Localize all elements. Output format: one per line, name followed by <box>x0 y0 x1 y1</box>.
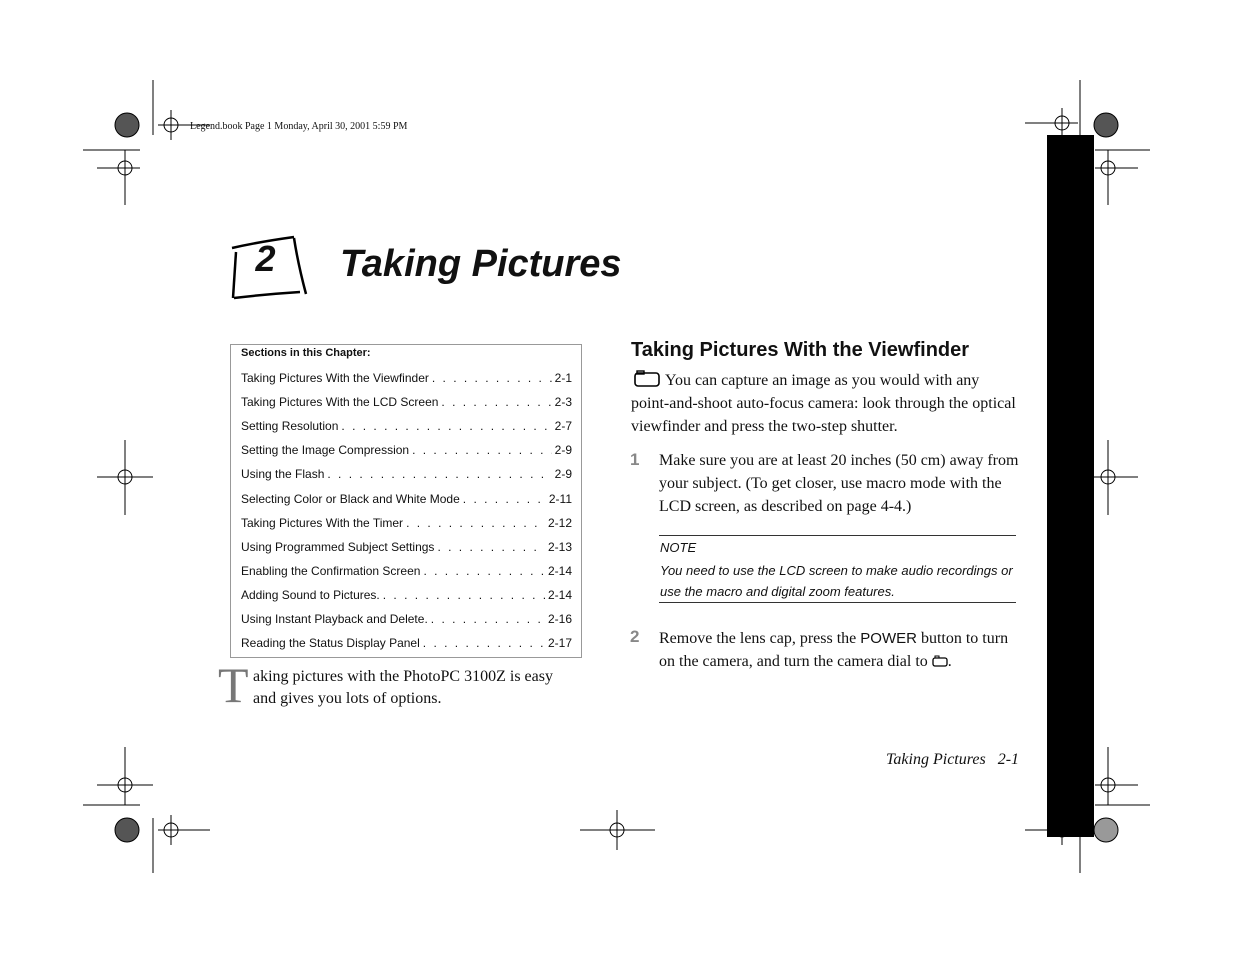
footer-page-number: 2-1 <box>997 751 1020 768</box>
step-text-end: . <box>947 653 952 670</box>
toc-item-label: Taking Pictures With the Viewfinder <box>241 371 429 385</box>
step-text-after: button to turn on the camera, and turn the camera dial to <box>659 630 1009 670</box>
toc-item <box>241 467 572 481</box>
toc-leader-dots <box>437 540 545 554</box>
toc-leader-dots <box>406 516 545 530</box>
toc-item-page: 2-16 <box>547 612 572 626</box>
page-footer <box>886 751 1019 769</box>
toc-item-label: Adding Sound to Pictures. <box>241 587 380 602</box>
chapter-title: Taking Pictures <box>340 243 622 285</box>
toc-item-label: Selecting Color or Black and White Mode <box>241 491 460 506</box>
step-number: 1 <box>630 450 640 469</box>
toc-item <box>241 419 572 433</box>
toc-item-page: 2-9 <box>554 443 572 458</box>
camera-mode-icon <box>932 655 948 667</box>
toc-item <box>241 636 572 650</box>
toc-item-page: 2-17 <box>547 636 572 651</box>
toc-leader-dots <box>423 636 545 650</box>
toc-item-label: Taking Pictures With the LCD Screen <box>241 395 439 410</box>
toc-item <box>241 492 572 506</box>
toc-leader-dots <box>327 467 551 481</box>
toc-item-label: Using Programmed Subject Settings <box>241 539 435 554</box>
note-rule-bottom <box>659 602 1016 603</box>
chapter-number: 2 <box>255 238 276 279</box>
toc-item-label: Using Instant Playback and Delete. <box>241 612 428 626</box>
running-header: Legend.book Page 1 Monday, April 30, 2001 5:59 PM <box>190 121 408 132</box>
toc-item-page: 2-12 <box>547 515 572 530</box>
intro-paragraph: aking pictures with the PhotoPC 3100Z is easy and gives you lots of options. <box>253 668 553 707</box>
toc-item-page: 2-7 <box>554 419 572 434</box>
chapter-tab <box>1047 135 1094 837</box>
power-button-label: POWER <box>860 630 917 647</box>
toc-item-page: 2-13 <box>547 539 572 554</box>
drop-cap: T <box>218 657 249 713</box>
toc-item <box>241 588 572 602</box>
toc-item-label: Taking Pictures With the Timer <box>241 515 404 530</box>
toc-item-label: Setting Resolution <box>241 419 339 434</box>
section-paragraph: You can capture an image as you would with any point-and-shoot auto-focus camera: look through the optical viewfinder and press the two-step shutter. <box>631 372 1016 435</box>
toc-item <box>241 540 572 554</box>
toc-item <box>241 371 572 385</box>
toc-item <box>241 612 572 626</box>
toc-item <box>241 443 572 457</box>
toc-item-label: Setting the Image Compression <box>241 443 410 458</box>
note-rule-top <box>659 535 1016 536</box>
toc-leader-dots <box>423 564 545 578</box>
step-number: 2 <box>630 627 640 646</box>
section-heading: Taking Pictures With the Viewfinder <box>631 339 970 361</box>
toc-heading: Sections in this Chapter: <box>241 347 371 359</box>
toc-item-label: Using the Flash <box>241 467 325 482</box>
toc-leader-dots <box>383 588 545 602</box>
toc-leader-dots <box>412 443 552 457</box>
toc-leader-dots <box>341 419 551 433</box>
note-label: NOTE <box>660 540 697 555</box>
toc-item-page: 2-9 <box>554 467 572 482</box>
step-text-before: Remove the lens cap, press the <box>659 630 857 647</box>
toc-item-label: Enabling the Confirmation Screen <box>241 563 421 578</box>
toc-item <box>241 564 572 578</box>
toc-leader-dots <box>463 492 546 506</box>
toc-item-page: 2-1 <box>554 371 572 385</box>
toc-item-page: 2-14 <box>547 563 572 578</box>
step-text <box>659 627 1024 673</box>
toc-leader-dots <box>431 612 545 626</box>
toc-leader-dots <box>441 395 551 409</box>
toc-item <box>241 516 572 530</box>
footer-title: Taking Pictures <box>886 751 986 768</box>
note-text: You need to use the LCD screen to make audio recordings or use the macro and digital zoom features. <box>660 563 1013 599</box>
toc-item <box>241 395 572 409</box>
toc-leader-dots <box>432 371 552 385</box>
toc-item-page: 2-3 <box>554 395 572 410</box>
toc-item-page: 2-14 <box>547 587 572 602</box>
step-text: Make sure you are at least 20 inches (50 cm) away from your subject. (To get closer, use macro mode with the LCD screen, as described on page 4-4.) <box>659 452 1019 515</box>
toc-item-page: 2-11 <box>548 491 572 506</box>
toc-item-label: Reading the Status Display Panel <box>241 636 420 651</box>
